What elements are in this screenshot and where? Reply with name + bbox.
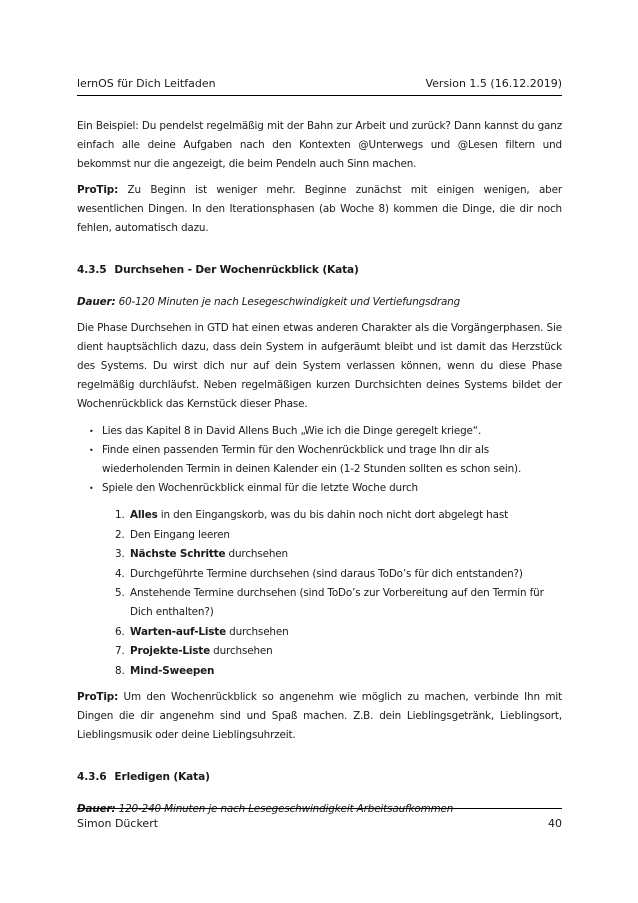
list-number: 5. [115,587,125,599]
dauer-text: 60-120 Minuten je nach Lesegeschwindigkeit und Vertiefungsdrang [115,296,461,308]
protip-label: ProTip: [77,690,119,703]
header-version: Version 1.5 (16.12.2019) [425,77,562,90]
list-item [77,506,562,525]
protip-text: Um den Wochenrückblick so angenehm wie möglich zu machen, verbinde Ihn mit Dingen die dir angenehm sind und Spaß machen. Z.B. dein Lieblingsgetränk, Lieblingsort, Lieblingsmusik oder deine Lieblingsuhrzeit. [77,690,562,741]
header-rule [77,95,562,96]
section-number: 4.3.5 [77,264,107,276]
list-number: 7. [115,645,125,657]
section-number: 4.3.6 [77,770,107,783]
list-item [77,545,562,564]
dauer-label: Dauer: [77,802,116,815]
list-text: Den Eingang leeren [130,528,230,541]
dauer-label: Dauer: [77,296,116,308]
list-text: durchsehen [210,645,273,657]
list-bold: Warten-auf-Liste [130,625,226,638]
section-heading-4-3-6 [77,768,562,787]
list-number: 3. [115,548,125,560]
list-number: 1. [115,509,125,521]
list-bold: Mind-Sweepen [130,664,215,677]
list-bold: Alles [130,509,158,521]
list-item: • Lies das Kapitel 8 in David Allens Buch „Wie ich die Dinge geregelt kriege“. [77,422,562,441]
dauer-4-3-6 [77,800,562,819]
list-text: Durchgeführte Termine durchsehen (sind daraus ToDo’s für dich entstanden?) [130,567,523,580]
protip-2 [77,688,562,745]
footer-author: Simon Dückert [77,817,159,830]
list-text: durchsehen [226,625,289,638]
list-item [77,662,562,681]
numbered-list [77,506,562,681]
section-title: Durchsehen - Der Wochenrückblick (Kata) [114,264,359,276]
list-bold: Projekte-Liste [130,645,211,657]
bullet-list [77,422,562,498]
paragraph-intro: Die Phase Durchsehen in GTD hat einen etwas anderen Charakter als die Vorgängerphasen. Sie dient hauptsächlich dazu, dass dein System in aufgeräumt bleibt und ist damit das Herzstück des Systems. Du wirst dich nur auf dein System verlassen können, wenn du diese Phase regelmäßig durchläufst. Neben regelmäßigen kurzen Durchsichten deines Systems bildet der Wochenrückblick das Kernstück dieser Phase. [77,322,562,410]
dauer-4-3-5 [77,293,562,312]
list-number: 8. [115,664,125,677]
page-body [77,117,562,826]
list-number: 6. [115,625,125,638]
paragraph-example: Ein Beispiel: Du pendelst regelmäßig mit der Bahn zur Arbeit und zurück? Dann kannst du ganz einfach alle deine Aufgaben nach den Kontexten @Unterwegs und @Lesen filtern und bekommst nur die angezeigt, die beim Pendeln auch Sinn machen. [77,120,562,170]
list-bold: Nächste Schritte [130,548,226,560]
list-text: in den Eingangskorb, was du bis dahin noch nicht dort abgelegt hast [157,509,509,521]
header-title: lernOS für Dich Leitfaden [77,77,216,90]
list-item: • Spiele den Wochenrückblick einmal für die letzte Woche durch [77,479,562,498]
list-number: 2. [115,528,125,541]
list-item [77,565,562,584]
list-item [77,584,562,622]
footer-rule [77,808,562,809]
protip-1 [77,181,562,238]
protip-label: ProTip: [77,184,119,196]
list-text: durchsehen [225,548,288,560]
list-number: 4. [115,567,125,580]
page-header [77,77,562,90]
dauer-text: 120-240 Minuten je nach Lesegeschwindigkeit Arbeitsaufkommen [115,802,454,815]
page-number: 40 [548,817,562,830]
list-item [77,526,562,545]
section-heading-4-3-5 [77,261,562,280]
protip-text: Zu Beginn ist weniger mehr. Beginne zunächst mit einigen wenigen, aber wesentlichen Dingen. In den Iterationsphasen (ab Woche 8) kommen die Dinge, die dir noch fehlen, automatisch dazu. [77,184,562,234]
list-text: Anstehende Termine durchsehen (sind ToDo’s zur Vorbereitung auf den Termin für Dich enthalten?) [130,587,544,618]
page-footer [77,817,562,830]
list-item: • Finde einen passenden Termin für den Wochenrückblick und trage Ihn dir als wiederholenden Termin in deinen Kalender ein (1-2 Stunden sollten es schon sein). [77,441,562,479]
section-title: Erledigen (Kata) [114,770,210,783]
list-item [77,642,562,661]
list-item [77,623,562,642]
